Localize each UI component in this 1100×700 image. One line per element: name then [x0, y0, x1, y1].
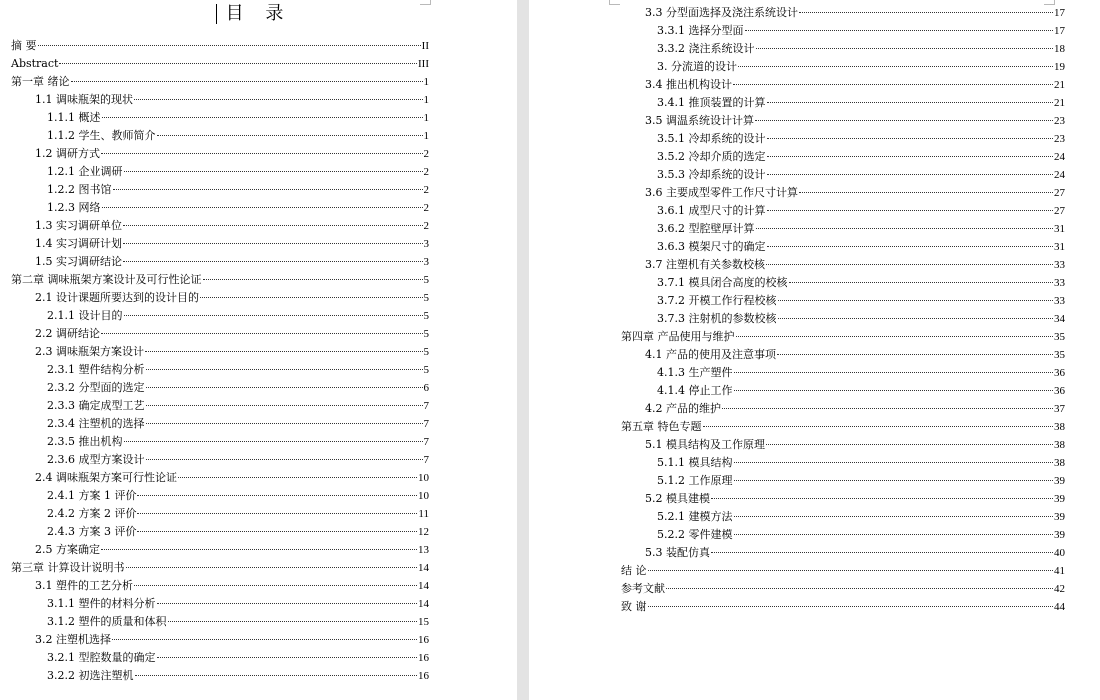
toc-entry-label: 第一章 绪论 — [11, 75, 70, 88]
toc-entry[interactable] — [11, 181, 429, 199]
toc-entry-page: 1 — [423, 94, 429, 106]
toc-entry-label: 3.3.1 选择分型面 — [657, 24, 744, 37]
toc-entry-label: 3. 分流道的设计 — [657, 60, 737, 73]
toc-entry[interactable] — [621, 4, 1065, 22]
toc-dot-leader — [734, 462, 1054, 463]
toc-entry-page: 3 — [423, 256, 429, 268]
toc-dot-leader — [733, 84, 1053, 85]
toc-entry-label: 第二章 调味瓶架方案设计及可行性论证 — [11, 273, 202, 286]
toc-entry-page: 7 — [423, 454, 429, 466]
toc-entry[interactable] — [621, 382, 1065, 400]
toc-dot-leader — [666, 588, 1053, 589]
toc-dot-leader — [789, 282, 1054, 283]
toc-entry-label: 3.1 塑件的工艺分析 — [35, 579, 133, 592]
toc-entry-page: 21 — [1054, 79, 1065, 91]
toc-entry-label: 3.2.2 初选注塑机 — [47, 669, 134, 682]
toc-entry-label: 3.7.1 模具闭合高度的校核 — [657, 276, 788, 289]
toc-entry-label: 5.2.1 建模方法 — [657, 510, 733, 523]
toc-entry-page: 44 — [1054, 601, 1065, 613]
toc-dot-leader — [767, 138, 1054, 139]
toc-dot-leader — [203, 279, 423, 280]
toc-entry[interactable] — [11, 109, 429, 127]
toc-entry-page: 10 — [418, 472, 429, 484]
toc-entry-page: 7 — [423, 400, 429, 412]
toc-entry[interactable] — [621, 112, 1065, 130]
toc-dot-leader — [648, 570, 1054, 571]
toc-entry-page: 38 — [1054, 421, 1065, 433]
toc-entry[interactable] — [621, 274, 1065, 292]
toc-dot-leader — [734, 480, 1054, 481]
toc-entry-page: 37 — [1054, 403, 1065, 415]
toc-dot-leader — [71, 81, 423, 82]
page-corner-mark-left — [609, 0, 620, 5]
toc-dot-leader — [135, 675, 418, 676]
toc-entry-label: 3.6.1 成型尺寸的计算 — [657, 204, 766, 217]
toc-entry[interactable] — [621, 76, 1065, 94]
toc-dot-leader — [767, 210, 1054, 211]
toc-entry[interactable] — [621, 22, 1065, 40]
toc-entry-label: 3.5.1 冷却系统的设计 — [657, 132, 766, 145]
toc-entry-label: 第三章 计算设计说明书 — [11, 561, 125, 574]
toc-entry[interactable] — [621, 202, 1065, 220]
toc-entry[interactable] — [11, 289, 429, 307]
toc-entry-label: 5.3 装配仿真 — [645, 546, 710, 559]
toc-entry[interactable] — [11, 433, 429, 451]
toc-entry[interactable] — [621, 238, 1065, 256]
toc-entry-label: 3.6.3 模架尺寸的确定 — [657, 240, 766, 253]
toc-dot-leader — [711, 552, 1053, 553]
toc-dot-leader — [734, 516, 1054, 517]
toc-entry-label: 4.1 产品的使用及注意事项 — [645, 348, 776, 361]
toc-entry-page: 6 — [423, 382, 429, 394]
document-page-left — [0, 0, 517, 700]
toc-dot-leader — [648, 606, 1054, 607]
toc-dot-leader — [101, 153, 423, 154]
toc-entry-page: 2 — [423, 220, 429, 232]
toc-entry[interactable] — [621, 598, 1065, 616]
toc-dot-leader — [767, 102, 1054, 103]
toc-entry-page: 2 — [423, 184, 429, 196]
toc-entry-page: 5 — [423, 292, 429, 304]
toc-entry[interactable] — [11, 577, 429, 595]
toc-entry[interactable] — [11, 541, 429, 559]
toc-entry-label: 2.2 调研结论 — [35, 327, 100, 340]
toc-entry-page: 2 — [423, 166, 429, 178]
toc-entry-page: 14 — [418, 562, 429, 574]
toc-entry-page: 16 — [418, 670, 429, 682]
toc-dot-leader — [124, 171, 423, 172]
toc-entry[interactable] — [11, 415, 429, 433]
toc-entry-page: 27 — [1054, 187, 1065, 199]
toc-entry-page: 18 — [1054, 43, 1065, 55]
toc-dot-leader — [123, 261, 423, 262]
toc-dot-leader — [38, 45, 421, 46]
toc-dot-leader — [59, 63, 417, 64]
toc-entry-page: 31 — [1054, 223, 1065, 235]
toc-entry[interactable] — [11, 631, 429, 649]
toc-dot-leader — [734, 390, 1054, 391]
toc-dot-leader — [112, 639, 417, 640]
toc-entry-label: 3.1.2 塑件的质量和体积 — [47, 615, 167, 628]
toc-dot-leader — [756, 228, 1054, 229]
toc-entry-label: 2.3.4 注塑机的选择 — [47, 417, 145, 430]
toc-entry[interactable] — [11, 523, 429, 541]
toc-entry-label: 1.5 实习调研结论 — [35, 255, 122, 268]
toc-entry[interactable] — [11, 91, 429, 109]
toc-dot-leader — [124, 315, 423, 316]
toc-entry-page: 35 — [1054, 349, 1065, 361]
toc-entry-page: 33 — [1054, 259, 1065, 271]
toc-entry-label: 1.2.1 企业调研 — [47, 165, 123, 178]
toc-entry-label: 3.4 推出机构设计 — [645, 78, 732, 91]
toc-entry-label: 2.3 调味瓶架方案设计 — [35, 345, 144, 358]
toc-entry-page: 27 — [1054, 205, 1065, 217]
toc-entry-page: 39 — [1054, 529, 1065, 541]
toc-entry-label: Abstract — [11, 57, 59, 70]
toc-dot-leader — [745, 30, 1054, 31]
toc-entry[interactable] — [11, 127, 429, 145]
toc-entry[interactable] — [621, 436, 1065, 454]
toc-entry[interactable] — [11, 505, 429, 523]
toc-entry[interactable] — [621, 166, 1065, 184]
toc-entry-label: 3.7 注塑机有关参数校核 — [645, 258, 765, 271]
toc-entry-label: 2.4.3 方案 3 评价 — [47, 525, 137, 538]
toc-entry-label: 2.1 设计课题所要达到的设计目的 — [35, 291, 199, 304]
toc-entry[interactable] — [621, 148, 1065, 166]
toc-dot-leader — [778, 318, 1054, 319]
toc-dot-leader — [101, 549, 417, 550]
toc-entry-page: 17 — [1054, 25, 1065, 37]
toc-entry-label: 3.1.1 塑件的材料分析 — [47, 597, 156, 610]
toc-entry-label: 2.5 方案确定 — [35, 543, 100, 556]
toc-dot-leader — [101, 333, 423, 334]
toc-entry-page: 5 — [423, 274, 429, 286]
toc-entry-label: 5.2.2 零件建模 — [657, 528, 733, 541]
toc-entry[interactable] — [11, 199, 429, 217]
toc-entry-label: 3.5.2 冷却介质的选定 — [657, 150, 766, 163]
toc-dot-leader — [157, 135, 423, 136]
toc-entry[interactable] — [621, 292, 1065, 310]
toc-entry-label: 1.4 实习调研计划 — [35, 237, 122, 250]
toc-entry-label: 第四章 产品使用与维护 — [621, 330, 735, 343]
toc-entry-page: 14 — [418, 580, 429, 592]
toc-entry-page: 42 — [1054, 583, 1065, 595]
toc-dot-leader — [703, 426, 1054, 427]
toc-entry-page: 12 — [418, 526, 429, 538]
toc-entry[interactable] — [11, 451, 429, 469]
toc-dot-leader — [766, 444, 1053, 445]
toc-dot-leader — [113, 189, 423, 190]
toc-entry[interactable] — [11, 595, 429, 613]
toc-entry[interactable] — [621, 526, 1065, 544]
toc-entry-page: 21 — [1054, 97, 1065, 109]
toc-dot-leader — [734, 534, 1054, 535]
toc-entry-page: 7 — [423, 436, 429, 448]
toc-entry[interactable] — [621, 346, 1065, 364]
toc-entry-label: 5.1.1 模具结构 — [657, 456, 733, 469]
toc-entry-page: 41 — [1054, 565, 1065, 577]
toc-entry[interactable] — [11, 469, 429, 487]
toc-entry-label: 3.3 分型面选择及浇注系统设计 — [645, 6, 798, 19]
toc-entry-page: 38 — [1054, 457, 1065, 469]
toc-entry-label: 4.1.3 生产塑件 — [657, 366, 733, 379]
toc-entry[interactable] — [11, 667, 429, 685]
toc-entry[interactable] — [621, 220, 1065, 238]
toc-entry-page: 24 — [1054, 151, 1065, 163]
toc-entry[interactable] — [11, 145, 429, 163]
toc-entry-page: 1 — [423, 76, 429, 88]
toc-dot-leader — [767, 246, 1054, 247]
toc-dot-leader — [145, 351, 423, 352]
toc-dot-leader — [767, 174, 1054, 175]
toc-entry-page: 33 — [1054, 295, 1065, 307]
toc-entry-label: 2.3.1 塑件结构分析 — [47, 363, 145, 376]
toc-entry[interactable] — [621, 256, 1065, 274]
toc-dot-leader — [102, 117, 423, 118]
toc-entry-page: 7 — [423, 418, 429, 430]
toc-entry-page: 2 — [423, 202, 429, 214]
toc-entry[interactable] — [11, 37, 429, 55]
toc-entry-page: 23 — [1054, 133, 1065, 145]
toc-entry-label: 3.7.3 注射机的参数校核 — [657, 312, 777, 325]
toc-entry-label: 致 谢 — [621, 600, 647, 613]
toc-dot-leader — [146, 405, 423, 406]
toc-dot-leader — [767, 156, 1054, 157]
toc-entry-page: 14 — [418, 598, 429, 610]
toc-entry-label: 摘 要 — [11, 39, 37, 52]
toc-entry-label: 4.2 产品的维护 — [645, 402, 721, 415]
toc-entry[interactable] — [621, 472, 1065, 490]
toc-dot-leader — [157, 603, 418, 604]
toc-dot-leader — [146, 459, 423, 460]
document-page-right — [529, 0, 1100, 700]
toc-entry-page: 16 — [418, 634, 429, 646]
toc-entry[interactable] — [11, 343, 429, 361]
toc-entry[interactable] — [621, 40, 1065, 58]
toc-entry-label: 5.1 模具结构及工作原理 — [645, 438, 765, 451]
toc-dot-leader — [137, 531, 417, 532]
toc-entry-page: 39 — [1054, 511, 1065, 523]
toc-entry[interactable] — [11, 487, 429, 505]
toc-entry-page: 5 — [423, 346, 429, 358]
toc-entry-page: 35 — [1054, 331, 1065, 343]
toc-dot-leader — [123, 243, 423, 244]
toc-dot-leader — [168, 621, 418, 622]
toc-entry-page: 34 — [1054, 313, 1065, 325]
toc-list-left — [11, 37, 429, 685]
toc-list-right — [621, 4, 1065, 616]
toc-dot-leader — [736, 336, 1054, 337]
toc-entry-label: 3.6.2 型腔壁厚计算 — [657, 222, 755, 235]
toc-entry-label: 1.2.2 图书馆 — [47, 183, 112, 196]
toc-entry[interactable] — [621, 418, 1065, 436]
toc-entry-label: 3.5 调温系统设计计算 — [645, 114, 754, 127]
toc-entry-label: 2.4.1 方案 1 评价 — [47, 489, 137, 502]
toc-entry-page: 23 — [1054, 115, 1065, 127]
toc-dot-leader — [778, 300, 1054, 301]
toc-entry-label: 1.1.2 学生、教师简介 — [47, 129, 156, 142]
toc-entry-page: 1 — [423, 130, 429, 142]
toc-entry-page: 16 — [418, 652, 429, 664]
toc-entry[interactable] — [11, 163, 429, 181]
toc-entry-page: 3 — [423, 238, 429, 250]
toc-entry-label: 2.3.5 推出机构 — [47, 435, 123, 448]
toc-entry-label: 结 论 — [621, 564, 647, 577]
toc-entry[interactable] — [11, 397, 429, 415]
toc-entry-label: 2.4.2 方案 2 评价 — [47, 507, 137, 520]
toc-dot-leader — [734, 372, 1054, 373]
toc-dot-leader — [102, 207, 423, 208]
toc-entry[interactable] — [11, 73, 429, 91]
toc-entry-label: 4.1.4 停止工作 — [657, 384, 733, 397]
toc-dot-leader — [738, 66, 1053, 67]
toc-dot-leader — [134, 585, 417, 586]
toc-entry-label: 2.3.3 确定成型工艺 — [47, 399, 145, 412]
toc-entry-label: 1.2 调研方式 — [35, 147, 100, 160]
toc-dot-leader — [124, 441, 423, 442]
toc-entry-page: 5 — [423, 364, 429, 376]
toc-entry-page: II — [421, 40, 429, 52]
toc-entry-label: 2.1.1 设计目的 — [47, 309, 123, 322]
toc-entry-page: 36 — [1054, 367, 1065, 379]
toc-entry-label: 参考文献 — [621, 582, 665, 595]
page-gutter — [517, 0, 529, 700]
toc-entry[interactable] — [621, 310, 1065, 328]
toc-entry[interactable] — [621, 490, 1065, 508]
toc-entry[interactable] — [621, 562, 1065, 580]
toc-entry[interactable] — [11, 379, 429, 397]
toc-entry[interactable] — [621, 328, 1065, 346]
toc-entry-page: 33 — [1054, 277, 1065, 289]
toc-entry-label: 3.2.1 型腔数量的确定 — [47, 651, 156, 664]
toc-entry-page: 2 — [423, 148, 429, 160]
toc-entry[interactable] — [621, 454, 1065, 472]
toc-entry[interactable] — [621, 400, 1065, 418]
toc-entry-page: 36 — [1054, 385, 1065, 397]
toc-dot-leader — [722, 408, 1053, 409]
toc-entry-label: 2.3.6 成型方案设计 — [47, 453, 145, 466]
toc-dot-leader — [146, 387, 423, 388]
toc-entry[interactable] — [621, 580, 1065, 598]
toc-dot-leader — [178, 477, 417, 478]
toc-entry[interactable] — [621, 58, 1065, 76]
toc-entry[interactable] — [11, 235, 429, 253]
toc-entry-page: 17 — [1054, 7, 1065, 19]
toc-dot-leader — [146, 423, 423, 424]
toc-dot-leader — [134, 99, 423, 100]
toc-entry[interactable] — [621, 544, 1065, 562]
toc-dot-leader — [777, 354, 1053, 355]
toc-entry-label: 3.5.3 冷却系统的设计 — [657, 168, 766, 181]
toc-entry-page: 39 — [1054, 493, 1065, 505]
toc-dot-leader — [200, 297, 423, 298]
toc-entry[interactable] — [621, 508, 1065, 526]
toc-dot-leader — [137, 513, 417, 514]
toc-entry-label: 1.1 调味瓶架的现状 — [35, 93, 133, 106]
toc-entry[interactable] — [11, 253, 429, 271]
toc-entry[interactable] — [621, 94, 1065, 112]
toc-entry[interactable] — [11, 55, 429, 73]
toc-entry-page: 19 — [1054, 61, 1065, 73]
toc-dot-leader — [123, 225, 423, 226]
toc-entry[interactable] — [11, 559, 429, 577]
toc-dot-leader — [756, 48, 1054, 49]
toc-entry-label: 5.1.2 工作原理 — [657, 474, 733, 487]
toc-entry[interactable] — [621, 364, 1065, 382]
toc-entry-label: 1.1.1 概述 — [47, 111, 101, 124]
toc-dot-leader — [137, 495, 417, 496]
toc-dot-leader — [799, 12, 1053, 13]
toc-entry-label: 3.6 主要成型零件工作尺寸计算 — [645, 186, 798, 199]
toc-entry-page: 31 — [1054, 241, 1065, 253]
toc-entry[interactable] — [11, 613, 429, 631]
toc-entry-label: 3.3.2 浇注系统设计 — [657, 42, 755, 55]
toc-entry-page: 10 — [418, 490, 429, 502]
toc-entry[interactable] — [11, 361, 429, 379]
toc-dot-leader — [755, 120, 1053, 121]
toc-entry-label: 1.3 实习调研单位 — [35, 219, 122, 232]
toc-entry-page: III — [418, 58, 429, 70]
toc-entry-page: 15 — [418, 616, 429, 628]
toc-entry-page: 1 — [423, 112, 429, 124]
toc-dot-leader — [157, 657, 418, 658]
toc-entry-label: 3.4.1 推顶装置的计算 — [657, 96, 766, 109]
toc-dot-leader — [799, 192, 1053, 193]
toc-entry[interactable] — [11, 217, 429, 235]
toc-entry-label: 第五章 特色专题 — [621, 420, 702, 433]
toc-dot-leader — [146, 369, 423, 370]
toc-entry[interactable] — [621, 184, 1065, 202]
toc-entry-page: 5 — [423, 310, 429, 322]
toc-title: 目 录 — [225, 3, 292, 24]
toc-entry-page: 38 — [1054, 439, 1065, 451]
toc-dot-leader — [766, 264, 1053, 265]
toc-entry-page: 5 — [423, 328, 429, 340]
toc-entry[interactable] — [11, 307, 429, 325]
toc-entry[interactable] — [11, 271, 429, 289]
toc-dot-leader — [126, 567, 418, 568]
toc-entry-label: 5.2 模具建模 — [645, 492, 710, 505]
toc-entry-label: 3.7.2 开模工作行程校核 — [657, 294, 777, 307]
toc-entry-page: 11 — [418, 508, 429, 520]
toc-entry-page: 13 — [418, 544, 429, 556]
toc-entry[interactable] — [11, 325, 429, 343]
toc-entry-label: 3.2 注塑机选择 — [35, 633, 111, 646]
toc-dot-leader — [711, 498, 1053, 499]
toc-entry[interactable] — [621, 130, 1065, 148]
toc-entry-label: 1.2.3 网络 — [47, 201, 101, 214]
toc-entry-label: 2.4 调味瓶架方案可行性论证 — [35, 471, 177, 484]
toc-entry-page: 39 — [1054, 475, 1065, 487]
toc-entry-page: 24 — [1054, 169, 1065, 181]
toc-entry-label: 2.3.2 分型面的选定 — [47, 381, 145, 394]
toc-entry[interactable] — [11, 649, 429, 667]
toc-entry-page: 40 — [1054, 547, 1065, 559]
